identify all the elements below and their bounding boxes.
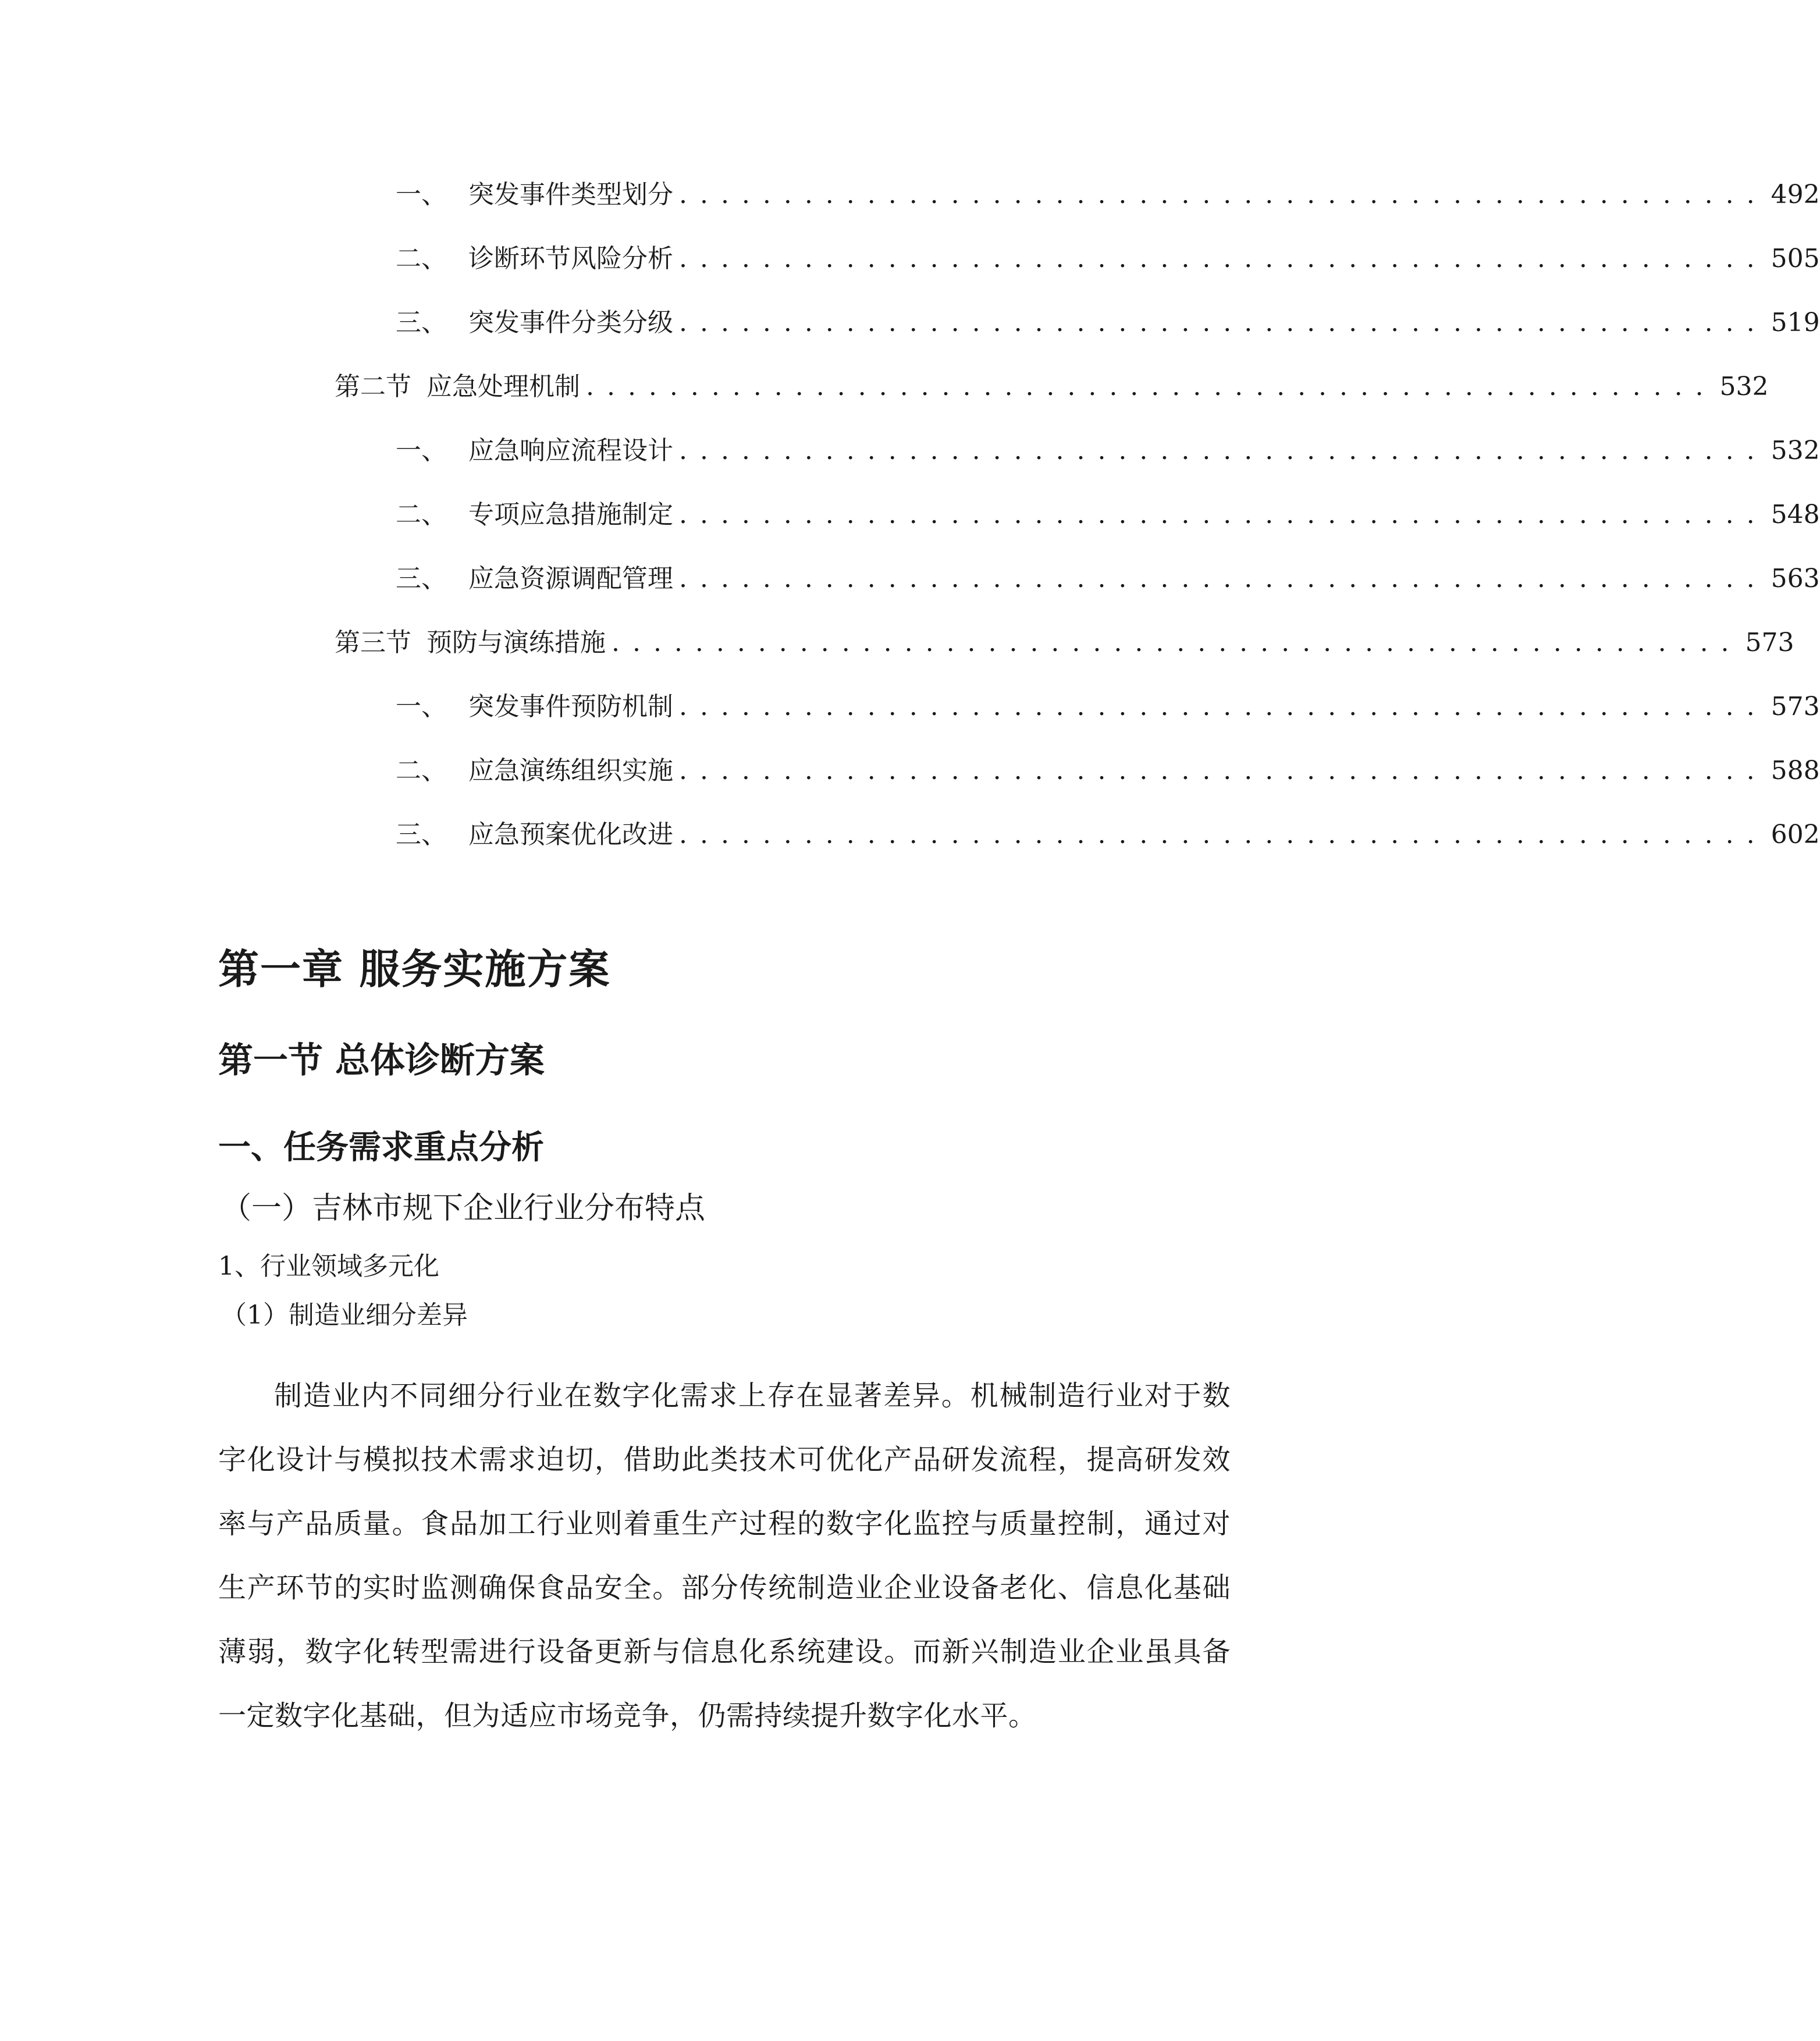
section-heading: 第一节 总体诊断方案 bbox=[218, 1040, 545, 1081]
toc-entry[interactable] bbox=[396, 812, 1820, 858]
item-heading: 1、行业领域多元化 bbox=[218, 1251, 439, 1281]
toc-entry-number: 三、 bbox=[396, 564, 447, 593]
toc-entry-title: 专项应急措施制定 bbox=[468, 500, 673, 529]
item-subheading: （1）制造业细分差异 bbox=[221, 1300, 468, 1330]
toc-entry-number: 二、 bbox=[396, 500, 447, 529]
toc-entry[interactable] bbox=[396, 492, 1820, 538]
toc-dot-leader: . . . . . . . . . . . . . . . . . . . . . . . . . . . . . . . . . . . . . . . . . . . . . . . . . . . . bbox=[679, 180, 1757, 209]
toc-entry-title: 应急预案优化改进 bbox=[468, 820, 673, 849]
toc-entry-title: 突发事件预防机制 bbox=[468, 692, 673, 721]
toc-entry-page: 573 bbox=[1745, 628, 1794, 657]
toc-entry-title: 突发事件分类分级 bbox=[468, 308, 673, 337]
toc-entry-number: 二、 bbox=[396, 756, 447, 785]
toc-entry-number: 一、 bbox=[396, 692, 447, 721]
toc-entry-page: 519 bbox=[1771, 308, 1820, 337]
toc-entry-title: 预防与演练措施 bbox=[426, 628, 606, 657]
toc-entry[interactable] bbox=[396, 428, 1820, 474]
toc-entry-number: 一、 bbox=[396, 436, 447, 465]
toc-entry[interactable] bbox=[396, 684, 1820, 730]
toc-entry-number: 三、 bbox=[396, 308, 447, 337]
body-paragraph: 制造业内不同细分行业在数字化需求上存在显著差异。机械制造行业对于数字化设计与模拟技术需求迫切，借助此类技术可优化产品研发流程，提高研发效率与产品质量。食品加工行业则着重生产过程的数字化监控与质量控制，通过对生产环节的实时监测确保食品安全。部分传统制造业企业设备老化、信息化基础薄弱，数字化转型需进行设备更新与信息化系统建设。而新兴制造业企业虽具备一定数字化基础，但为适应市场竞争，仍需持续提升数字化水平。 bbox=[218, 1379, 1231, 1732]
subsubsection-heading: （一）吉林市规下企业行业分布特点 bbox=[221, 1191, 706, 1226]
toc-entry-page: 505 bbox=[1771, 244, 1820, 273]
toc-dot-leader: . . . . . . . . . . . . . . . . . . . . . . . . . . . . . . . . . . . . . . . . . . . . . . . . . . . . bbox=[679, 308, 1757, 337]
toc-dot-leader: . . . . . . . . . . . . . . . . . . . . . . . . . . . . . . . . . . . . . . . . . . . . . . . . . . . . bbox=[679, 820, 1757, 849]
toc-dot-leader: . . . . . . . . . . . . . . . . . . . . . . . . . . . . . . . . . . . . . . . . . . . . . . . . . . . . bbox=[679, 564, 1757, 593]
toc-entry-number: 三、 bbox=[396, 820, 447, 849]
toc-entry-page: 532 bbox=[1771, 436, 1820, 465]
toc-dot-leader: . . . . . . . . . . . . . . . . . . . . . . . . . . . . . . . . . . . . . . . . . . . . . . . . . . . . bbox=[679, 756, 1757, 785]
toc-entry-page: 532 bbox=[1719, 372, 1769, 401]
toc-entry-title: 突发事件类型划分 bbox=[468, 180, 673, 209]
toc-entry-page: 563 bbox=[1771, 564, 1820, 593]
toc-entry[interactable] bbox=[396, 556, 1820, 602]
subsection-heading: 一、任务需求重点分析 bbox=[218, 1129, 544, 1167]
chapter-heading: 第一章 服务实施方案 bbox=[218, 945, 611, 993]
toc-dot-leader: . . . . . . . . . . . . . . . . . . . . . . . . . . . . . . . . . . . . . . . . . . . . . . . . . . . . bbox=[679, 436, 1757, 465]
toc-entry[interactable] bbox=[396, 300, 1820, 346]
toc-dot-leader: . . . . . . . . . . . . . . . . . . . . . . . . . . . . . . . . . . . . . . . . . . . . . . . . . . . . bbox=[679, 244, 1757, 273]
toc-entry-number: 第二节 bbox=[335, 372, 411, 401]
toc-dot-leader: . . . . . . . . . . . . . . . . . . . . . . . . . . . . . . . . . . . . . . . . . . . . . . . . . . . . . . bbox=[612, 628, 1732, 657]
toc-entry-number: 第三节 bbox=[335, 628, 411, 657]
toc-dot-leader: . . . . . . . . . . . . . . . . . . . . . . . . . . . . . . . . . . . . . . . . . . . . . . . . . . . . . . bbox=[586, 372, 1706, 401]
toc-entry-title: 应急响应流程设计 bbox=[468, 436, 673, 465]
toc-entry-page: 588 bbox=[1771, 756, 1820, 785]
toc-entry-number: 一、 bbox=[396, 180, 447, 209]
toc-entry[interactable] bbox=[396, 236, 1820, 282]
toc-entry-title: 应急演练组织实施 bbox=[468, 756, 673, 785]
toc-entry-page: 573 bbox=[1771, 692, 1820, 721]
toc-dot-leader: . . . . . . . . . . . . . . . . . . . . . . . . . . . . . . . . . . . . . . . . . . . . . . . . . . . . bbox=[679, 692, 1757, 721]
toc-entry[interactable] bbox=[396, 748, 1820, 794]
toc-dot-leader: . . . . . . . . . . . . . . . . . . . . . . . . . . . . . . . . . . . . . . . . . . . . . . . . . . . . bbox=[679, 500, 1757, 529]
toc-entry-page: 548 bbox=[1771, 500, 1820, 529]
toc-entry-title: 诊断环节风险分析 bbox=[468, 244, 673, 273]
toc-entry[interactable] bbox=[335, 620, 1794, 666]
toc-entry[interactable] bbox=[396, 172, 1820, 218]
toc-entry-page: 492 bbox=[1771, 180, 1820, 209]
toc-entry-page: 602 bbox=[1771, 820, 1820, 849]
toc-entry-number: 二、 bbox=[396, 244, 447, 273]
toc-entry-title: 应急处理机制 bbox=[426, 372, 580, 401]
toc-entry[interactable] bbox=[335, 364, 1769, 410]
toc-entry-title: 应急资源调配管理 bbox=[468, 564, 673, 593]
